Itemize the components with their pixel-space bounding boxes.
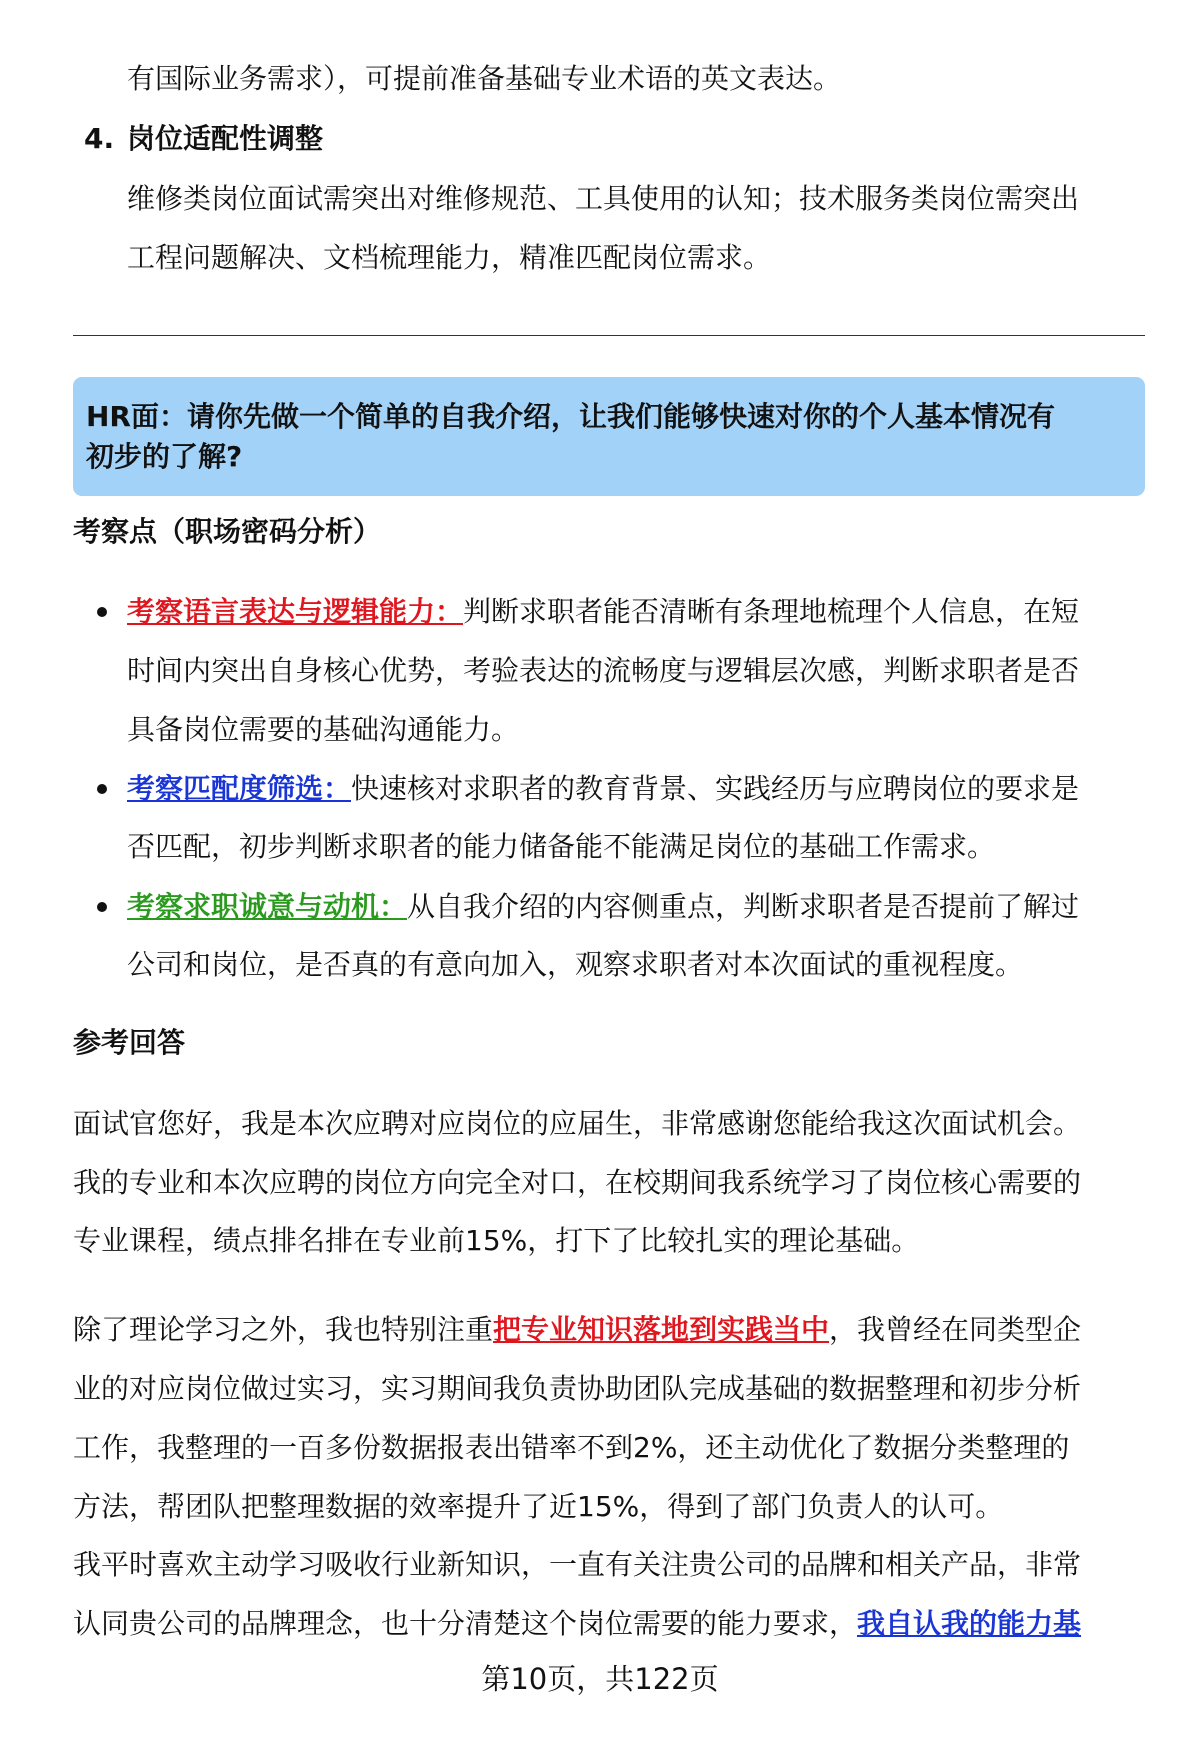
bullet-icon — [97, 607, 107, 617]
highlight-text: 我自认我的能力基 — [857, 1607, 1082, 1640]
bullet-item — [127, 772, 1079, 806]
bullet-label: 考察求职诚意与动机： — [127, 890, 408, 923]
bullet-text: 快速核对求职者的教育背景、实践经历与应聘岗位的要求是 — [351, 772, 1080, 805]
answer-text: 方法，帮团队把整理数据的效率提升了近15%，得到了部门负责人的认可。 — [73, 1490, 1004, 1523]
answer-text — [73, 1313, 1081, 1347]
bullet-text: 时间内突出自身核心优势，考验表达的流畅度与逻辑层次感，判断求职者是否 — [127, 654, 1080, 687]
bullet-item — [127, 595, 1079, 629]
text: 认同贵公司的品牌理念，也十分清楚这个岗位需要的能力要求， — [73, 1607, 858, 1640]
bullet-item — [127, 890, 1079, 924]
bullet-text: 否匹配，初步判断求职者的能力储备能不能满足岗位的基础工作需求。 — [127, 830, 996, 863]
question-box — [73, 377, 1145, 496]
divider — [73, 335, 1145, 336]
answer-text — [73, 1607, 1081, 1641]
text: ，我曾经在同类型企 — [829, 1313, 1082, 1346]
answer-heading: 参考回答 — [73, 1026, 186, 1059]
item-text: 工程问题解决、文档梳理能力，精准匹配岗位需求。 — [127, 241, 772, 274]
bullet-text: 从自我介绍的内容侧重点，判断求职者是否提前了解过 — [407, 890, 1080, 923]
item-title: 岗位适配性调整 — [127, 122, 324, 155]
answer-text: 面试官您好，我是本次应聘对应岗位的应届生，非常感谢您能给我这次面试机会。 — [73, 1107, 1082, 1140]
answer-text: 我平时喜欢主动学习吸收行业新知识，一直有关注贵公司的品牌和相关产品，非常 — [73, 1548, 1082, 1581]
item-text: 维修类岗位面试需突出对维修规范、工具使用的认知；技术服务类岗位需突出 — [127, 182, 1080, 215]
answer-text: 业的对应岗位做过实习，实习期间我负责协助团队完成基础的数据整理和初步分析 — [73, 1372, 1082, 1405]
bullet-icon — [97, 902, 107, 912]
text: 除了理论学习之外，我也特别注重 — [73, 1313, 494, 1346]
continuation-text: 有国际业务需求），可提前准备基础专业术语的英文表达。 — [127, 62, 842, 95]
analysis-heading: 考察点（职场密码分析） — [73, 515, 382, 548]
bullet-text: 具备岗位需要的基础沟通能力。 — [127, 713, 520, 746]
bullet-text: 公司和岗位，是否真的有意向加入，观察求职者对本次面试的重视程度。 — [127, 948, 1024, 981]
bullet-icon — [97, 784, 107, 794]
question-text: 初步的了解? — [86, 440, 243, 473]
bullet-label: 考察语言表达与逻辑能力： — [127, 595, 464, 628]
bullet-label: 考察匹配度筛选： — [127, 772, 352, 805]
answer-text: 专业课程，绩点排名排在专业前15%，打下了比较扎实的理论基础。 — [73, 1224, 920, 1257]
page-number: 第10页，共122页 — [481, 1662, 719, 1696]
bullet-text: 判断求职者能否清晰有条理地梳理个人信息，在短 — [463, 595, 1080, 628]
question-text: HR面：请你先做一个简单的自我介绍，让我们能够快速对你的个人基本情况有 — [86, 400, 1055, 433]
highlight-text: 把专业知识落地到实践当中 — [493, 1313, 830, 1346]
list-number: 4. — [84, 122, 115, 155]
answer-text: 工作，我整理的一百多份数据报表出错率不到2%，还主动优化了数据分类整理的 — [73, 1431, 1070, 1464]
answer-text: 我的专业和本次应聘的岗位方向完全对口，在校期间我系统学习了岗位核心需要的 — [73, 1166, 1082, 1199]
